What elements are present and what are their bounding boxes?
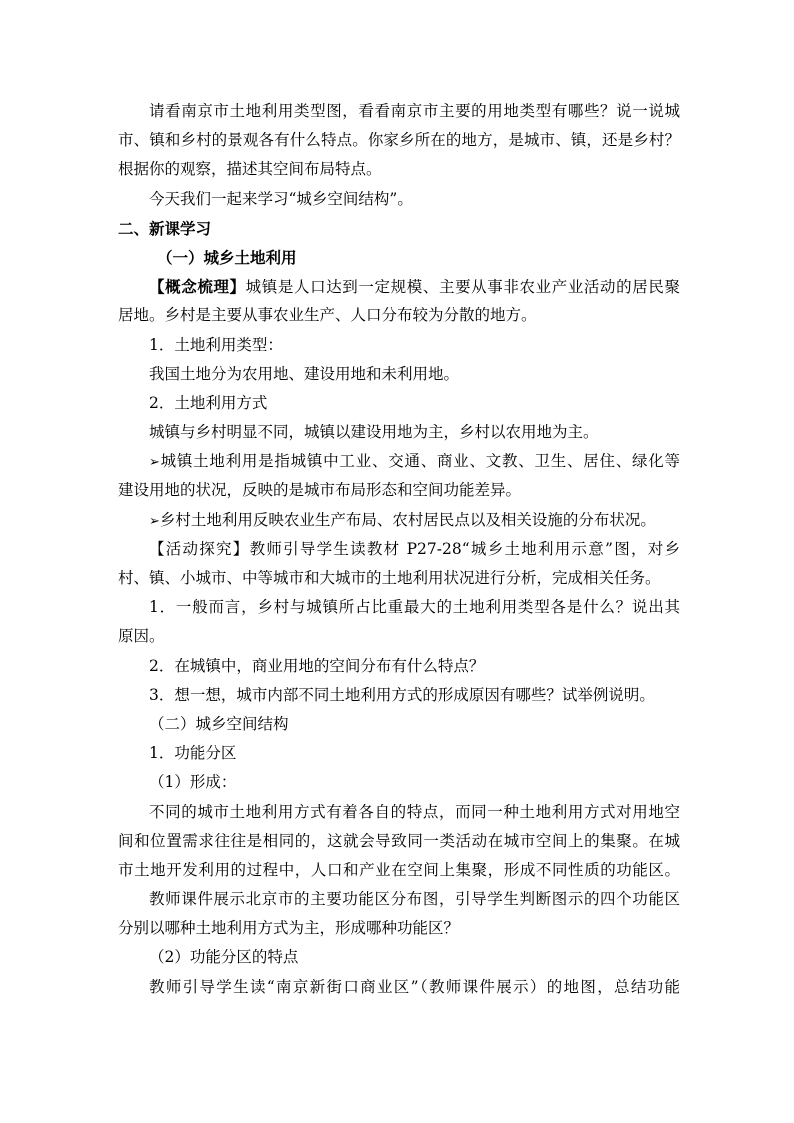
paragraph-line: 根据你的观察，描述其空间布局特点。 <box>118 160 382 179</box>
bullet-item <box>118 506 680 535</box>
arrow-bullet-icon: ➢ <box>149 455 160 471</box>
subsection-heading: （二）城乡空间结构 <box>149 714 289 733</box>
question-item: 2．在城镇中，商业用地的空间分布有什么特点？ <box>149 656 485 675</box>
paragraph-line: 建设用地的状况，反映的是城市布局形态和空间功能差异。 <box>118 481 522 500</box>
paragraph-line: 间和位置需求往往是相同的，这就会导致同一类活动在城市空间上的集聚。在城 <box>118 831 680 850</box>
arrow-bullet-icon: ➢ <box>149 513 160 529</box>
paragraph-line: 不同的城市土地利用方式有着各自的特点，而同一种土地利用方式对用地空 <box>149 802 680 821</box>
paragraph-line: 村、镇、小城市、中等城市和大城市的土地利用状况进行分析，完成相关任务。 <box>118 569 661 587</box>
paragraph-line: 教师课件展示北京市的主要功能区分布图，引导学生判断图示的四个功能区 <box>149 890 680 909</box>
paragraph-line: 今天我们一起来学习“城乡空间结构”。 <box>149 189 413 208</box>
concept-label: 【概念梳理】 <box>149 277 246 297</box>
subsection-heading: （一）城乡土地利用 <box>157 247 297 267</box>
list-item: 1．土地利用类型： <box>149 335 283 354</box>
bullet-text: 乡村土地利用反映农业生产布局、农村居民点以及相关设施的分布状况。 <box>159 510 656 529</box>
paragraph-line <box>118 272 680 301</box>
paragraph-line: 我国土地分为农用地、建设用地和未利用地。 <box>149 364 460 383</box>
paragraph-line: 居地。乡村是主要从事农业生产、人口分布较为分散的地方。 <box>118 306 537 325</box>
list-item: 1．功能分区 <box>149 744 237 763</box>
bullet-item <box>118 447 680 476</box>
paragraph-line: 市土地开发利用的过程中，人口和产业在空间上集聚，形成不同性质的功能区。 <box>118 860 680 879</box>
question-item: 1．一般而言，乡村与城镇所占比重最大的土地利用类型各是什么？说出其 <box>149 598 680 617</box>
question-item: 3．想一想，城市内部不同土地利用方式的形成原因有哪些？试举例说明。 <box>149 685 655 704</box>
paragraph-text: 城镇是人口达到一定规模、主要从事非农业产业活动的居民聚 <box>245 278 680 297</box>
section-heading: 二、新课学习 <box>118 218 212 238</box>
paragraph-line: 市、镇和乡村的景观各有什么特点。你家乡所在的地方，是城市、镇，还是乡村？ <box>118 131 680 150</box>
document-body <box>118 97 680 1002</box>
paragraph-line: 教师引导学生读“南京新街口商业区”（教师课件展示）的地图，总结功能 <box>149 977 680 996</box>
paragraph-line: 请看南京市土地利用类型图，看看南京市主要的用地类型有哪些？说一说城 <box>149 102 680 120</box>
list-item: （2）功能分区的特点 <box>149 948 299 967</box>
paragraph-line: 【活动探究】教师引导学生读教材 P27-28“城乡土地利用示意”图，对乡 <box>149 539 680 558</box>
paragraph-line: 城镇与乡村明显不同，城镇以建设用地为主，乡村以农用地为主。 <box>149 423 599 442</box>
paragraph-line: 原因。 <box>118 627 165 646</box>
paragraph-line: 分别以哪种土地利用方式为主，形成哪种功能区？ <box>118 919 460 938</box>
bullet-text: 城镇土地利用是指城镇中工业、交通、商业、文教、卫生、居住、绿化等 <box>159 452 680 471</box>
list-item: 2．土地利用方式 <box>149 393 268 412</box>
list-item: （1）形成： <box>149 773 237 792</box>
